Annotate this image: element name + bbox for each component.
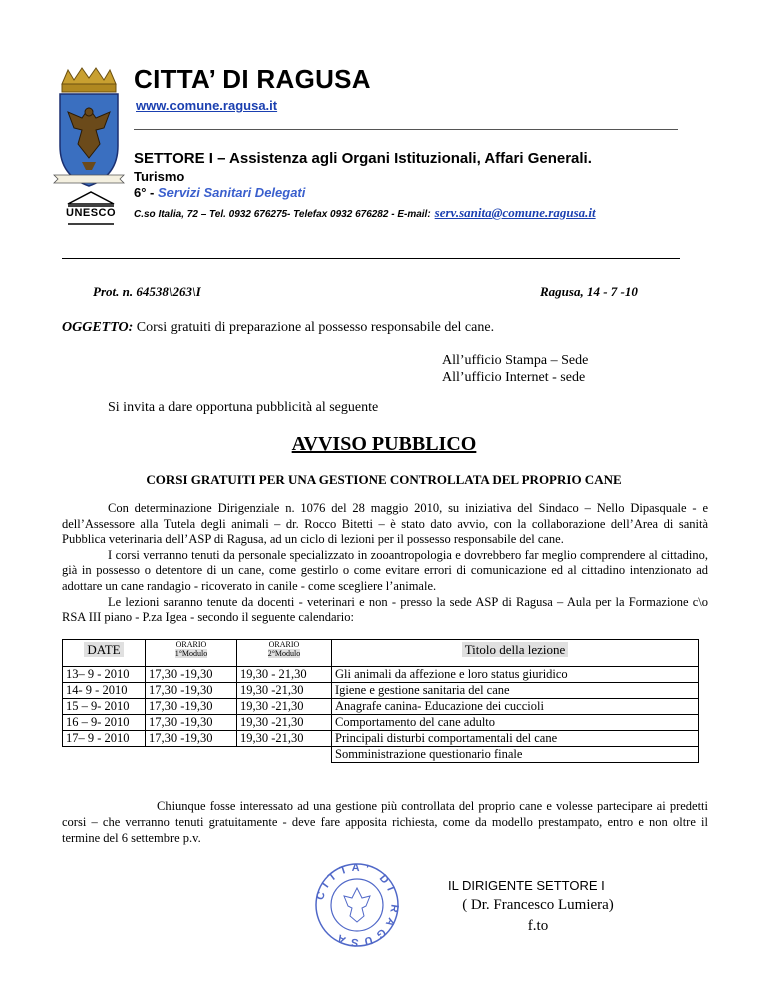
- cell-date: 14- 9 - 2010: [63, 683, 146, 699]
- address-text: C.so Italia, 72 – Tel. 0932 676275- Telefax 0932 676282 - E-mail:: [134, 209, 431, 220]
- signature-fto: f.to: [527, 918, 549, 934]
- subject-text: Corsi gratuiti di preparazione al possesso responsabile del cane.: [136, 320, 495, 335]
- cell-title: Principali disturbi comportamentali del cane: [332, 731, 699, 747]
- calendar-table: [62, 639, 699, 763]
- intro-text: Si invita a dare opportuna pubblicità al seguente: [108, 400, 379, 415]
- table-row: [63, 715, 699, 731]
- section-divider: [62, 258, 680, 259]
- subject-label: OGGETTO:: [62, 320, 134, 335]
- notice-title: AVVISO PUBBLICO: [291, 433, 477, 455]
- header-date-label: DATE: [84, 642, 123, 657]
- cell-module2: 19,30 -21,30: [237, 731, 332, 747]
- cell-module1: [146, 747, 237, 763]
- address-line: [134, 205, 596, 221]
- unesco-logo: [64, 190, 118, 226]
- cell-date: 16 – 9- 2010: [63, 715, 146, 731]
- cell-title: Anagrafe canina- Educazione dei cuccioli: [332, 699, 699, 715]
- paragraph: Con determinazione Dirigenziale n. 1076 del 28 maggio 2010, su iniziativa del Sindaco – Nello Dipasquale - e dell’Assessore alla Tutela degli animali – dr. Rocco Bitetti – è stato dato avvio, con la collaborazione dell’Area di sanità Pubblica veterinaria dell’ASP di Ragusa, ad un ciclo di lezioni per il possesso responsabile del cane.: [62, 501, 708, 547]
- email-link[interactable]: serv.sanita@comune.ragusa.it: [434, 205, 596, 220]
- table-row: [63, 683, 699, 699]
- header-title: [332, 640, 699, 667]
- settore-heading: SETTORE I – Assistenza agli Organi Istituzionali, Affari Generali.: [134, 150, 592, 167]
- cell-module1: 17,30 -19,30: [146, 683, 237, 699]
- cell-module2: 19,30 -21,30: [237, 715, 332, 731]
- cell-title: Somministrazione questionario finale: [332, 747, 699, 763]
- calendar-header-row: [63, 640, 699, 667]
- cell-module2: 19,30 -21,30: [237, 699, 332, 715]
- cell-title: Igiene e gestione sanitaria del cane: [332, 683, 699, 699]
- website-link[interactable]: www.comune.ragusa.it: [136, 98, 278, 113]
- header-module1-bottom: 1°Modulo: [174, 649, 208, 658]
- cell-module2: 19,30 - 21,30: [237, 667, 332, 683]
- stamp-text: CITTA' DI RAGUSA: [314, 862, 400, 948]
- cell-module1: 17,30 -19,30: [146, 699, 237, 715]
- turismo-label: Turismo: [134, 169, 185, 184]
- header-module1-top: ORARIO: [175, 640, 207, 649]
- notice-body: [62, 501, 708, 626]
- table-row: [63, 667, 699, 683]
- cell-module1: 17,30 -19,30: [146, 715, 237, 731]
- header-divider: [134, 129, 678, 130]
- notice-subtitle: CORSI GRATUITI PER UNA GESTIONE CONTROLLATA DEL PROPRIO CANE: [146, 472, 622, 487]
- recipient-press: All’ufficio Stampa – Sede: [442, 353, 589, 368]
- cell-title: Gli animali da affezione e loro status giuridico: [332, 667, 699, 683]
- cell-module2: [237, 747, 332, 763]
- servizi-label: Servizi Sanitari Delegati: [157, 185, 306, 200]
- cell-module1: 17,30 -19,30: [146, 667, 237, 683]
- paragraph: Le lezioni saranno tenute da docenti - veterinari e non - presso la sede ASP di Ragusa – Aula per la Formazione c\o RSA III piano - P.za Igea - secondo il seguente calendario:: [62, 594, 708, 625]
- unesco-label: UNESCO: [66, 207, 117, 219]
- cell-date: 17– 9 - 2010: [63, 731, 146, 747]
- servizi-number: 6° -: [134, 185, 158, 200]
- cell-title: Comportamento del cane adulto: [332, 715, 699, 731]
- cell-date: 15 – 9- 2010: [63, 699, 146, 715]
- header-module2-bottom: 2°Modulo: [267, 649, 301, 658]
- servizi-line: [134, 185, 305, 200]
- cell-date: 13– 9 - 2010: [63, 667, 146, 683]
- place-date: Ragusa, 14 - 7 -10: [540, 284, 638, 299]
- signature-role: IL DIRIGENTE SETTORE I: [448, 878, 605, 893]
- signature-name: ( Dr. Francesco Lumiera): [462, 897, 614, 913]
- table-row: [63, 747, 699, 763]
- city-stamp: [314, 862, 400, 948]
- paragraph: I corsi verranno tenuti da personale specializzato in zooantropologia e dovrebbero far meglio comprendere al cittadino, già in possesso o detentore di un cane, come gestirlo o come evitare errori di comunicazione ed al cittadino intenzionato ad adottare un cane randagio - ricoverato in canile - come scegliere l’animale.: [62, 547, 708, 593]
- header-title-label: Titolo della lezione: [462, 642, 569, 657]
- protocol-number: Prot. n. 64538\263\I: [93, 284, 201, 299]
- cell-module1: 17,30 -19,30: [146, 731, 237, 747]
- cell-module2: 19,30 -21,30: [237, 683, 332, 699]
- closing-text: [62, 798, 708, 846]
- header-module2: [237, 640, 332, 667]
- closing-paragraph: Chiunque fosse interessato ad una gestione più controllata del proprio cane e volesse partecipare ai predetti corsi – che verranno tenuti gratuitamente - deve fare apposita richiesta, come da modello prestampato, entro e non oltre il termine del 6 settembre p.v.: [62, 799, 708, 845]
- recipient-internet: All’ufficio Internet - sede: [442, 370, 586, 385]
- page-title: CITTA’ DI RAGUSA: [134, 64, 371, 94]
- header-module2-top: ORARIO: [268, 640, 300, 649]
- header-date: [63, 640, 146, 667]
- table-row: [63, 699, 699, 715]
- cell-date: [63, 747, 146, 763]
- header-module1: [146, 640, 237, 667]
- svg-text:CITTA' DI RAGUSA: [314, 862, 400, 948]
- subject-line: [62, 320, 494, 336]
- table-row: [63, 731, 699, 747]
- emblem-ribbon: [52, 172, 126, 184]
